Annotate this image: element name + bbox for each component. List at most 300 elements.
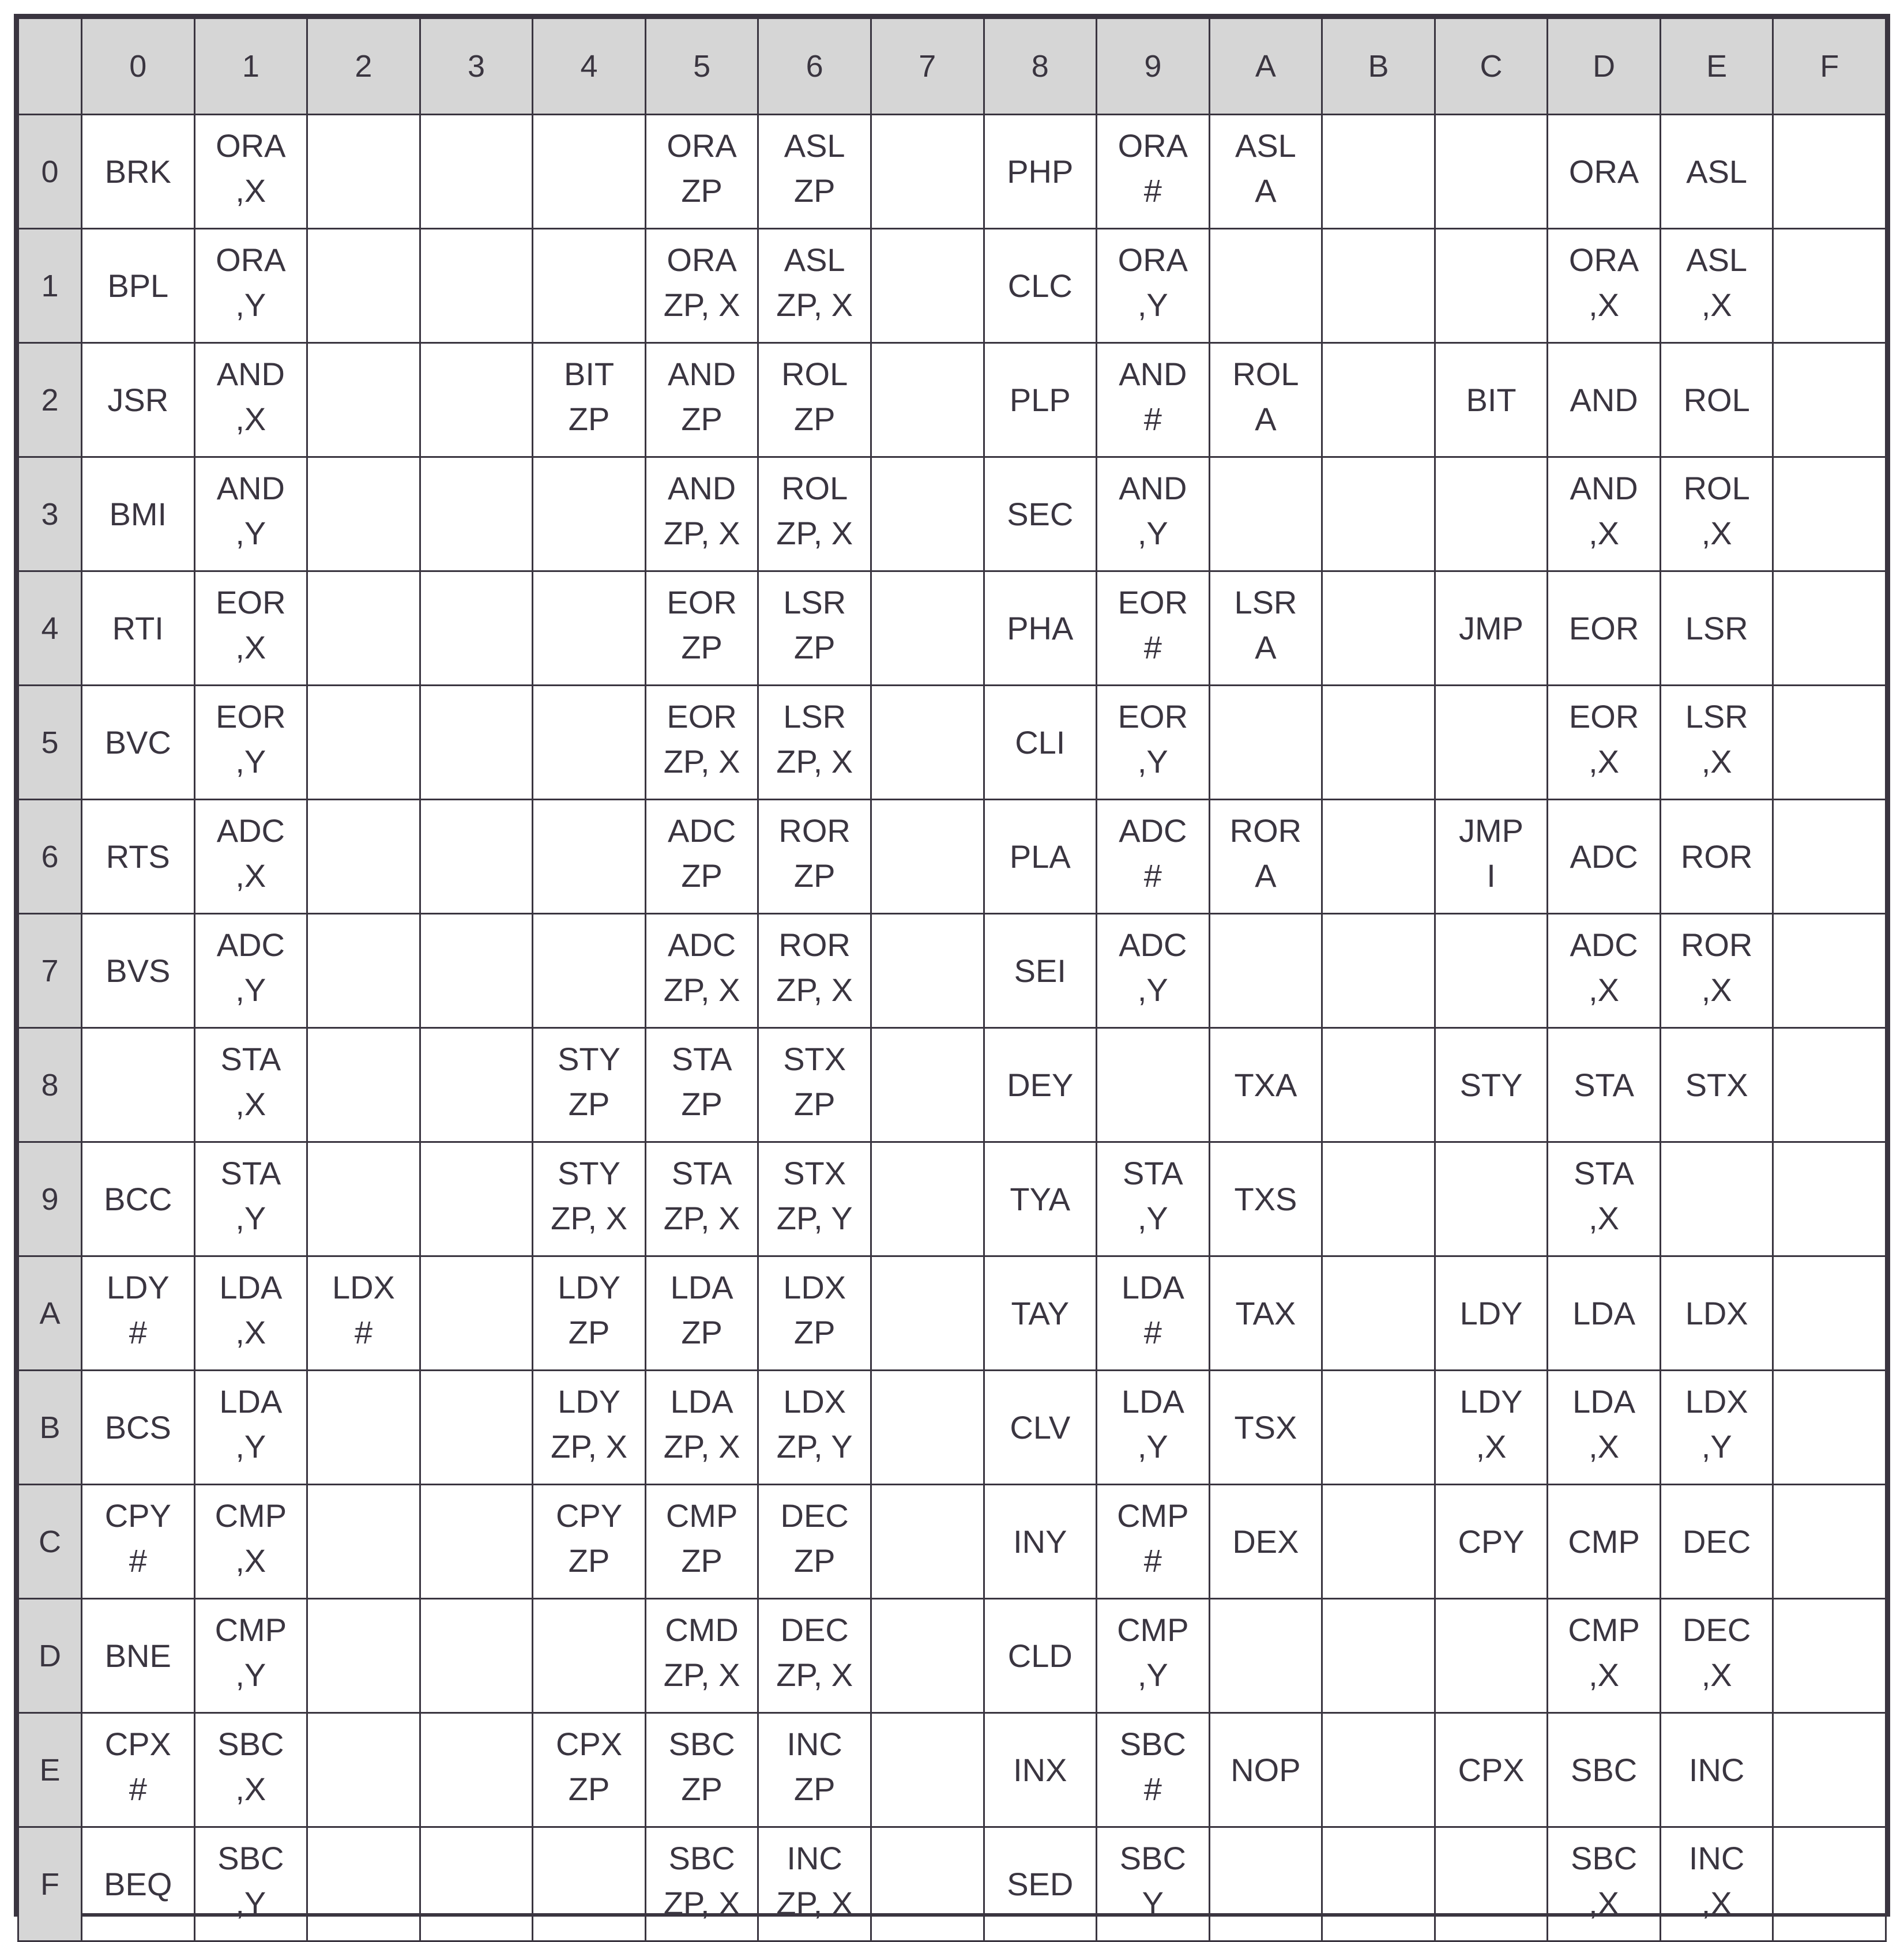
opcode-cell bbox=[194, 1485, 307, 1599]
mnemonic-label: LDX bbox=[783, 1269, 846, 1305]
opcode-cell bbox=[194, 800, 307, 914]
opcode-cell bbox=[1322, 1028, 1435, 1142]
addressing-mode-label: ,X bbox=[235, 857, 266, 894]
opcode-cell-content bbox=[82, 1828, 194, 1940]
opcode-cell-content bbox=[1323, 800, 1434, 913]
opcode-cell-content bbox=[759, 344, 870, 456]
opcode-cell-content bbox=[421, 1029, 532, 1141]
opcode-rows bbox=[18, 115, 1886, 1941]
opcode-cell bbox=[1097, 1256, 1210, 1371]
mnemonic-label: TAY bbox=[1011, 1294, 1070, 1331]
addressing-mode-label: ZP, X bbox=[663, 287, 740, 323]
addressing-mode-label: # bbox=[1143, 1314, 1162, 1350]
opcode-cell bbox=[82, 229, 195, 343]
addressing-mode-label: ZP bbox=[568, 1086, 610, 1122]
row-header-3: 3 bbox=[18, 457, 82, 571]
mnemonic-label: LSR bbox=[783, 584, 846, 620]
opcode-cell bbox=[420, 1485, 533, 1599]
opcode-cell-content bbox=[1661, 1828, 1773, 1940]
opcode-cell-content bbox=[646, 914, 758, 1027]
mnemonic-label: AND bbox=[216, 470, 285, 506]
opcode-cell-content bbox=[872, 1371, 983, 1484]
opcode-cell-content bbox=[1097, 1599, 1209, 1712]
opcode-cell-content bbox=[646, 686, 758, 799]
opcode-cell-content bbox=[195, 458, 307, 570]
mnemonic-label: TYA bbox=[1010, 1180, 1071, 1217]
addressing-mode-label: ZP, Y bbox=[776, 1200, 853, 1236]
addressing-mode-label: ZP, Y bbox=[776, 1428, 853, 1465]
opcode-cell-content bbox=[759, 572, 870, 684]
opcode-cell bbox=[1435, 229, 1548, 343]
opcode-cell bbox=[984, 115, 1097, 229]
opcode-cell-content bbox=[872, 115, 983, 228]
opcode-cell bbox=[82, 343, 195, 457]
addressing-mode-label: ,Y bbox=[1137, 743, 1168, 780]
mnemonic-label: ORA bbox=[1568, 153, 1639, 190]
opcode-cell bbox=[645, 914, 758, 1028]
opcode-cell bbox=[1097, 229, 1210, 343]
opcode-cell bbox=[871, 1142, 984, 1256]
opcode-cell bbox=[420, 1028, 533, 1142]
addressing-mode-label: ,X bbox=[235, 1314, 266, 1350]
table-row bbox=[18, 800, 1886, 914]
opcode-cell-content bbox=[308, 800, 419, 913]
addressing-mode-label: ZP bbox=[793, 629, 836, 665]
opcode-cell bbox=[420, 1827, 533, 1941]
opcode-cell-content bbox=[533, 1029, 645, 1141]
opcode-cell-content bbox=[1548, 229, 1660, 342]
mnemonic-label: LDX bbox=[1685, 1383, 1748, 1420]
mnemonic-label: LSR bbox=[1685, 698, 1748, 735]
opcode-cell-content bbox=[195, 1143, 307, 1255]
mnemonic-label: ROL bbox=[781, 356, 848, 392]
opcode-cell bbox=[1435, 914, 1548, 1028]
mnemonic-label: STA bbox=[220, 1041, 281, 1077]
opcode-cell bbox=[82, 1713, 195, 1827]
mnemonic-label: ASL bbox=[1686, 153, 1748, 190]
opcode-cell-content bbox=[421, 686, 532, 799]
mnemonic-label: PHA bbox=[1007, 609, 1074, 646]
addressing-mode-label: ,Y bbox=[1137, 1657, 1168, 1693]
opcode-cell-content bbox=[195, 686, 307, 799]
mnemonic-label: CMD bbox=[665, 1612, 739, 1648]
opcode-cell-content bbox=[1774, 914, 1885, 1027]
opcode-cell bbox=[1548, 343, 1661, 457]
mnemonic-label: TXS bbox=[1234, 1180, 1297, 1217]
opcode-cell bbox=[984, 914, 1097, 1028]
opcode-cell-content bbox=[1436, 572, 1547, 684]
opcode-cell bbox=[984, 457, 1097, 571]
addressing-mode-label: ZP, X bbox=[663, 515, 740, 551]
opcode-cell bbox=[1660, 457, 1773, 571]
opcode-cell-content bbox=[1210, 686, 1322, 799]
opcode-cell-content bbox=[82, 1257, 194, 1369]
addressing-mode-label: # bbox=[1143, 1542, 1162, 1579]
opcode-cell bbox=[194, 1256, 307, 1371]
opcode-cell-content bbox=[533, 229, 645, 342]
addressing-mode-label: ZP, X bbox=[776, 287, 853, 323]
opcode-cell bbox=[1773, 1827, 1886, 1941]
opcode-cell-content bbox=[1097, 1029, 1209, 1141]
opcode-cell-content bbox=[1774, 1257, 1885, 1369]
opcode-cell bbox=[1548, 1371, 1661, 1485]
opcode-cell-content bbox=[1774, 1029, 1885, 1141]
mnemonic-label: EOR bbox=[1117, 698, 1188, 735]
opcode-cell bbox=[758, 1485, 871, 1599]
opcode-cell bbox=[1660, 1371, 1773, 1485]
opcode-cell-content bbox=[82, 1029, 194, 1141]
addressing-mode-label: ZP bbox=[568, 1314, 610, 1350]
opcode-cell bbox=[1209, 1256, 1322, 1371]
opcode-cell bbox=[82, 914, 195, 1028]
opcode-cell-content bbox=[421, 1485, 532, 1598]
opcode-cell bbox=[984, 1599, 1097, 1713]
opcode-cell-content bbox=[533, 800, 645, 913]
opcode-cell bbox=[984, 800, 1097, 914]
opcode-cell bbox=[871, 229, 984, 343]
table-row bbox=[18, 1827, 1886, 1941]
opcode-cell bbox=[1322, 571, 1435, 686]
opcode-cell-content bbox=[985, 1714, 1096, 1826]
opcode-cell bbox=[1660, 229, 1773, 343]
row-header-2: 2 bbox=[18, 343, 82, 457]
column-header-a: A bbox=[1209, 18, 1322, 115]
opcode-cell bbox=[1548, 914, 1661, 1028]
opcode-cell bbox=[420, 1371, 533, 1485]
row-header-a: A bbox=[18, 1256, 82, 1371]
opcode-cell-content bbox=[872, 1485, 983, 1598]
opcode-cell bbox=[758, 1599, 871, 1713]
opcode-cell bbox=[1435, 115, 1548, 229]
mnemonic-label: CMP bbox=[1568, 1612, 1640, 1648]
addressing-mode-label: ,X bbox=[1701, 972, 1732, 1008]
opcode-cell-content bbox=[1210, 914, 1322, 1027]
mnemonic-label: ORA bbox=[1568, 242, 1639, 278]
mnemonic-label: CMP bbox=[1117, 1497, 1189, 1534]
mnemonic-label: AND bbox=[1570, 381, 1638, 418]
mnemonic-label: BVC bbox=[104, 724, 171, 761]
mnemonic-label: STY bbox=[558, 1155, 620, 1191]
opcode-cell-content bbox=[1436, 686, 1547, 799]
opcode-cell-content bbox=[1774, 1371, 1885, 1484]
mnemonic-label: INC bbox=[1688, 1840, 1745, 1876]
mnemonic-label: DEC bbox=[780, 1612, 849, 1648]
opcode-cell-content bbox=[421, 115, 532, 228]
opcode-cell-content bbox=[1210, 800, 1322, 913]
opcode-cell bbox=[307, 229, 420, 343]
opcode-cell-content bbox=[985, 800, 1096, 913]
opcode-cell-content bbox=[1774, 1485, 1885, 1598]
opcode-cell bbox=[194, 343, 307, 457]
opcode-cell-content bbox=[872, 1599, 983, 1712]
opcode-cell bbox=[307, 457, 420, 571]
opcode-cell bbox=[645, 1371, 758, 1485]
opcode-cell-content bbox=[533, 1143, 645, 1255]
opcode-cell-content bbox=[195, 914, 307, 1027]
mnemonic-label: EOR bbox=[216, 698, 286, 735]
opcode-cell bbox=[1097, 457, 1210, 571]
corner-cell bbox=[18, 18, 82, 115]
addressing-mode-label: ZP, X bbox=[551, 1428, 627, 1465]
mnemonic-label: ADC bbox=[216, 927, 285, 963]
opcode-cell-content bbox=[1210, 572, 1322, 684]
opcode-cell-content bbox=[1436, 1599, 1547, 1712]
opcode-cell-content bbox=[1210, 1485, 1322, 1598]
opcode-cell-content bbox=[646, 458, 758, 570]
opcode-cell-content bbox=[985, 458, 1096, 570]
opcode-cell-content bbox=[1323, 1029, 1434, 1141]
addressing-mode-label: ZP, X bbox=[663, 972, 740, 1008]
opcode-cell bbox=[1435, 686, 1548, 800]
addressing-mode-label: ,X bbox=[1589, 1200, 1620, 1236]
opcode-cell-content bbox=[195, 572, 307, 684]
opcode-cell bbox=[871, 1371, 984, 1485]
opcode-cell-content bbox=[985, 1029, 1096, 1141]
addressing-mode-label: ,X bbox=[235, 172, 266, 209]
opcode-cell bbox=[1209, 1371, 1322, 1485]
opcode-cell bbox=[307, 914, 420, 1028]
opcode-cell-content bbox=[1436, 1143, 1547, 1255]
mnemonic-label: BMI bbox=[109, 495, 167, 532]
opcode-cell-content bbox=[759, 800, 870, 913]
row-header-e: E bbox=[18, 1713, 82, 1827]
column-header-b: B bbox=[1322, 18, 1435, 115]
table-row bbox=[18, 914, 1886, 1028]
opcode-cell-content bbox=[533, 115, 645, 228]
addressing-mode-label: ZP bbox=[681, 1771, 723, 1807]
mnemonic-label: ROL bbox=[781, 470, 848, 506]
opcode-cell bbox=[871, 343, 984, 457]
column-header-6: 6 bbox=[758, 18, 871, 115]
opcode-cell bbox=[1097, 800, 1210, 914]
opcode-cell bbox=[645, 571, 758, 686]
opcode-cell-content bbox=[421, 572, 532, 684]
mnemonic-label: CLV bbox=[1010, 1409, 1071, 1446]
opcode-cell bbox=[1322, 1713, 1435, 1827]
addressing-mode-label: ZP bbox=[681, 172, 723, 209]
mnemonic-label: STX bbox=[783, 1041, 846, 1077]
opcode-cell bbox=[1097, 1827, 1210, 1941]
opcode-cell-content bbox=[1548, 1485, 1660, 1598]
addressing-mode-label: ZP, X bbox=[663, 1657, 740, 1693]
mnemonic-label: LDY bbox=[1459, 1294, 1523, 1331]
opcode-cell bbox=[758, 457, 871, 571]
opcode-cell-content bbox=[985, 1371, 1096, 1484]
opcode-cell-content bbox=[1661, 115, 1773, 228]
addressing-mode-label: ,X bbox=[235, 629, 266, 665]
opcode-cell-content bbox=[1548, 572, 1660, 684]
mnemonic-label: BPL bbox=[107, 267, 169, 304]
opcode-cell-content bbox=[1548, 1257, 1660, 1369]
opcode-cell-content bbox=[533, 1714, 645, 1826]
opcode-cell-content bbox=[1436, 115, 1547, 228]
addressing-mode-label: Y bbox=[1142, 1885, 1164, 1921]
opcode-cell bbox=[871, 1256, 984, 1371]
opcode-cell-content bbox=[759, 1371, 870, 1484]
addressing-mode-label: ,X bbox=[1589, 972, 1620, 1008]
mnemonic-label: SBC bbox=[1571, 1751, 1638, 1788]
opcode-cell bbox=[1548, 1256, 1661, 1371]
opcode-cell bbox=[984, 571, 1097, 686]
mnemonic-label: PLP bbox=[1009, 381, 1071, 418]
opcode-cell bbox=[1209, 1485, 1322, 1599]
table-row bbox=[18, 1142, 1886, 1256]
opcode-table-frame bbox=[14, 14, 1890, 1921]
opcode-cell-content bbox=[1774, 229, 1885, 342]
mnemonic-label: JMP bbox=[1459, 812, 1524, 849]
opcode-cell-content bbox=[1323, 914, 1434, 1027]
opcode-cell bbox=[194, 1713, 307, 1827]
opcode-cell bbox=[1660, 800, 1773, 914]
opcode-cell bbox=[533, 1485, 646, 1599]
column-header-0: 0 bbox=[82, 18, 195, 115]
mnemonic-label: JSR bbox=[107, 381, 169, 418]
opcode-cell bbox=[307, 571, 420, 686]
opcode-cell bbox=[307, 1142, 420, 1256]
opcode-cell bbox=[984, 1485, 1097, 1599]
addressing-mode-label: ZP, X bbox=[663, 743, 740, 780]
opcode-cell-content bbox=[308, 1143, 419, 1255]
mnemonic-label: ORA bbox=[667, 242, 737, 278]
addressing-mode-label: ,X bbox=[1589, 1428, 1620, 1465]
opcode-cell bbox=[1435, 571, 1548, 686]
mnemonic-label: INC bbox=[787, 1726, 842, 1762]
mnemonic-label: BCC bbox=[104, 1180, 172, 1217]
opcode-cell-content bbox=[1097, 914, 1209, 1027]
addressing-mode-label: ZP bbox=[793, 1771, 836, 1807]
opcode-cell-content bbox=[1436, 1257, 1547, 1369]
column-header-3: 3 bbox=[420, 18, 533, 115]
table-row bbox=[18, 343, 1886, 457]
opcode-cell bbox=[1773, 1142, 1886, 1256]
addressing-mode-label: ,X bbox=[235, 401, 266, 437]
opcode-cell bbox=[307, 800, 420, 914]
mnemonic-label: CLD bbox=[1007, 1637, 1073, 1674]
opcode-cell-content bbox=[195, 1828, 307, 1940]
addressing-mode-label: ZP, X bbox=[776, 743, 853, 780]
addressing-mode-label: ZP bbox=[793, 1086, 836, 1122]
opcode-cell-content bbox=[421, 800, 532, 913]
opcode-cell-content bbox=[421, 229, 532, 342]
mnemonic-label: BIT bbox=[1466, 381, 1517, 418]
opcode-cell-content bbox=[1323, 458, 1434, 570]
column-header-d: D bbox=[1548, 18, 1661, 115]
opcode-cell bbox=[82, 1827, 195, 1941]
opcode-cell bbox=[871, 1485, 984, 1599]
opcode-cell-content bbox=[872, 572, 983, 684]
table-row bbox=[18, 1371, 1886, 1485]
opcode-cell bbox=[194, 1599, 307, 1713]
opcode-cell-content bbox=[1436, 1828, 1547, 1940]
opcode-cell bbox=[420, 571, 533, 686]
addressing-mode-label: ZP bbox=[793, 172, 836, 209]
opcode-cell-content bbox=[195, 1029, 307, 1141]
opcode-cell bbox=[1548, 800, 1661, 914]
opcode-cell-content bbox=[1323, 344, 1434, 456]
opcode-cell bbox=[1209, 343, 1322, 457]
opcode-cell-content bbox=[1210, 1143, 1322, 1255]
mnemonic-label: AND bbox=[1570, 470, 1638, 506]
mnemonic-label: CMP bbox=[1117, 1612, 1189, 1648]
addressing-mode-label: ,X bbox=[1701, 515, 1732, 551]
mnemonic-label: AND bbox=[1119, 356, 1187, 392]
mnemonic-label: CMP bbox=[1568, 1523, 1640, 1560]
mnemonic-label: LDA bbox=[1572, 1294, 1636, 1331]
opcode-cell-content bbox=[759, 1599, 870, 1712]
opcode-cell bbox=[1209, 1713, 1322, 1827]
opcode-cell-content bbox=[1323, 1599, 1434, 1712]
opcode-cell bbox=[758, 1142, 871, 1256]
mnemonic-label: BCS bbox=[104, 1409, 171, 1446]
opcode-cell-content bbox=[195, 115, 307, 228]
mnemonic-label: ASL bbox=[1686, 242, 1748, 278]
opcode-cell-content bbox=[759, 115, 870, 228]
opcode-cell-content bbox=[1774, 800, 1885, 913]
opcode-cell-content bbox=[1774, 1143, 1885, 1255]
row-header-d: D bbox=[18, 1599, 82, 1713]
opcode-cell bbox=[1209, 686, 1322, 800]
opcode-cell bbox=[1660, 1256, 1773, 1371]
column-header-7: 7 bbox=[871, 18, 984, 115]
mnemonic-label: LDA bbox=[219, 1269, 283, 1305]
addressing-mode-label: ZP, X bbox=[776, 972, 853, 1008]
opcode-cell-content bbox=[1097, 1828, 1209, 1940]
opcode-cell bbox=[1209, 1599, 1322, 1713]
opcode-cell bbox=[871, 914, 984, 1028]
opcode-cell-content bbox=[533, 1599, 645, 1712]
opcode-cell-content bbox=[421, 344, 532, 456]
opcode-cell bbox=[194, 1827, 307, 1941]
opcode-cell-content bbox=[195, 1257, 307, 1369]
opcode-cell bbox=[420, 115, 533, 229]
opcode-cell bbox=[1660, 1028, 1773, 1142]
mnemonic-label: STA bbox=[220, 1155, 281, 1191]
opcode-cell-content bbox=[646, 1485, 758, 1598]
opcode-cell bbox=[82, 571, 195, 686]
opcode-cell bbox=[645, 686, 758, 800]
opcode-cell-content bbox=[1774, 458, 1885, 570]
mnemonic-label: BIT bbox=[563, 356, 615, 392]
opcode-cell bbox=[1097, 343, 1210, 457]
opcode-cell bbox=[1209, 1142, 1322, 1256]
opcode-cell bbox=[758, 1028, 871, 1142]
opcode-cell bbox=[1773, 343, 1886, 457]
mnemonic-label: LDY bbox=[558, 1269, 620, 1305]
table-row bbox=[18, 457, 1886, 571]
opcode-cell-content bbox=[1661, 1485, 1773, 1598]
mnemonic-label: CPX bbox=[104, 1726, 171, 1762]
opcode-cell bbox=[645, 115, 758, 229]
opcode-cell bbox=[758, 686, 871, 800]
opcode-cell bbox=[1435, 457, 1548, 571]
opcode-cell bbox=[82, 457, 195, 571]
row-header-1: 1 bbox=[18, 229, 82, 343]
opcode-cell bbox=[194, 115, 307, 229]
mnemonic-label: ROR bbox=[778, 927, 851, 963]
opcode-cell-content bbox=[1097, 686, 1209, 799]
opcode-cell-content bbox=[1436, 914, 1547, 1027]
mnemonic-label: ROL bbox=[1232, 356, 1299, 392]
opcode-cell bbox=[1209, 1827, 1322, 1941]
column-header-1: 1 bbox=[194, 18, 307, 115]
addressing-mode-label: ZP bbox=[681, 1314, 723, 1350]
opcode-cell-content bbox=[759, 1029, 870, 1141]
opcode-cell bbox=[1773, 1028, 1886, 1142]
opcode-cell-content bbox=[985, 1599, 1096, 1712]
opcode-cell-content bbox=[985, 686, 1096, 799]
opcode-cell bbox=[420, 1599, 533, 1713]
opcode-cell-content bbox=[1548, 914, 1660, 1027]
